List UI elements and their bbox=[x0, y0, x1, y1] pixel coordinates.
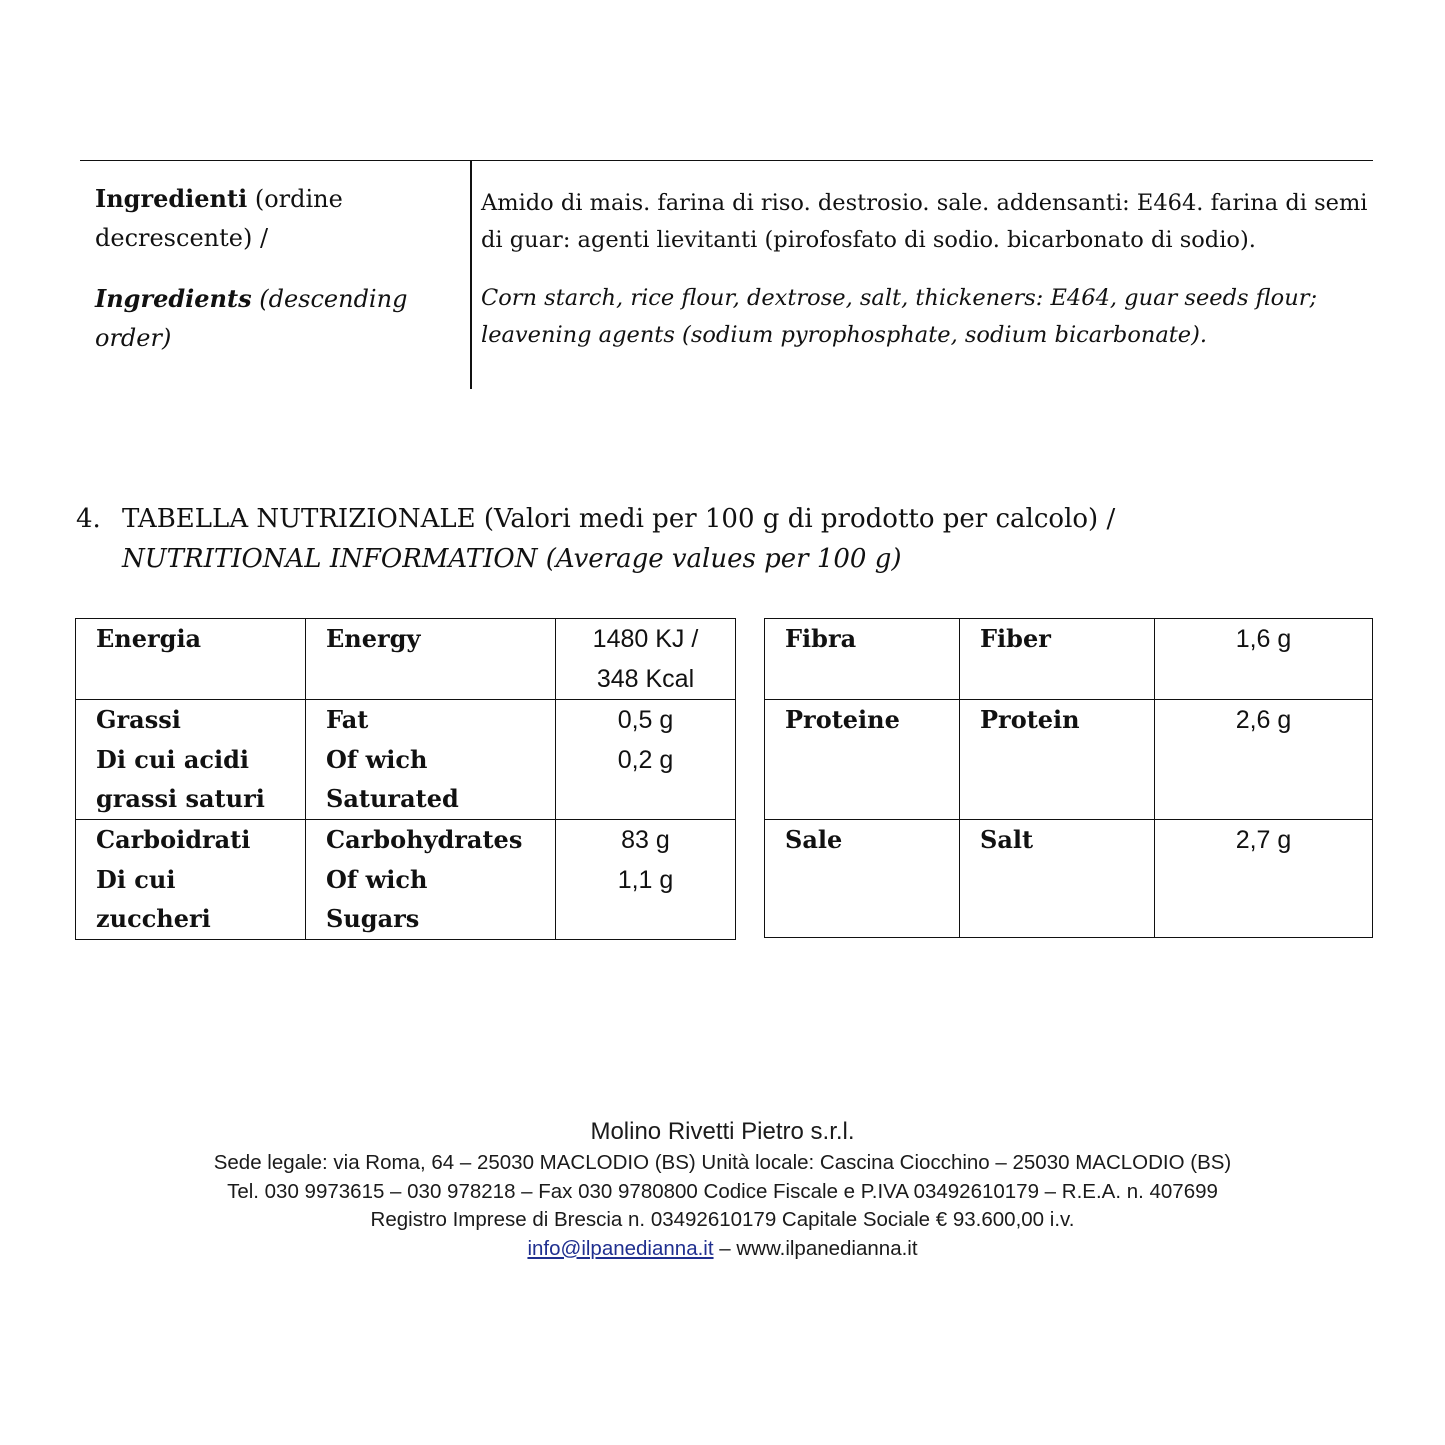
company-footer bbox=[0, 1116, 1445, 1263]
company-name: Molino Rivetti Pietro s.r.l. bbox=[590, 1118, 855, 1145]
footer-links bbox=[0, 1235, 1445, 1264]
table-row bbox=[765, 700, 1373, 820]
footer-registry: Registro Imprese di Brescia n. 03492610179 Capitale Sociale € 93.600,00 i.v. bbox=[370, 1208, 1075, 1231]
nutrient-value: 2,7 g bbox=[1155, 820, 1373, 938]
nutrient-value: 83 g 1,1 g bbox=[556, 820, 736, 940]
ingredients-table bbox=[80, 160, 1373, 389]
nutrient-value: 0,5 g 0,2 g bbox=[556, 700, 736, 820]
nutrition-table-right bbox=[764, 618, 1373, 938]
nutrient-name-it: Carboidrati Di cui zuccheri bbox=[76, 820, 306, 940]
nutrient-name-en: Fiber bbox=[960, 619, 1155, 700]
nutrition-table-left bbox=[75, 618, 736, 940]
nutrient-name-it: Energia bbox=[76, 619, 306, 700]
nutrient-value: 1480 KJ / 348 Kcal bbox=[556, 619, 736, 700]
table-row bbox=[76, 619, 736, 700]
email-link[interactable]: info@ilpanedianna.it bbox=[527, 1236, 714, 1260]
nutrient-name-it: Grassi Di cui acidi grassi saturi bbox=[76, 700, 306, 820]
ingredients-text-en: Corn starch, rice flour, dextrose, salt, thickeners: E464, guar seeds flour; leavening agents (sodium pyrophosphate, sodium bicarbonate). bbox=[481, 285, 1318, 348]
table-row bbox=[765, 619, 1373, 700]
nutrient-name-en: Protein bbox=[960, 700, 1155, 820]
ingredients-label-en: Ingredients (descending order) bbox=[95, 284, 408, 352]
footer-contacts: Tel. 030 9973615 – 030 978218 – Fax 030 9780800 Codice Fiscale e P.IVA 03492610179 – R.E.A. n. 407699 bbox=[227, 1179, 1218, 1203]
table-row bbox=[76, 700, 736, 820]
nutrient-name-en: Energy bbox=[306, 619, 556, 700]
nutrient-name-en: Fat Of wich Saturated bbox=[306, 700, 556, 820]
link-separator: – bbox=[713, 1236, 737, 1260]
column-divider bbox=[470, 161, 472, 389]
section-number: 4. bbox=[76, 504, 101, 534]
nutrient-value: 1,6 g bbox=[1155, 619, 1373, 700]
ingredients-text-it: Amido di mais. farina di riso. destrosio. sale. addensanti: E464. farina di semi di guar: agenti lievitanti (pirofosfato di sodio. bicarbonato di sodio). bbox=[481, 190, 1368, 253]
ingredients-label-it: Ingredienti (ordine decrescente) / bbox=[95, 184, 343, 252]
nutrient-value: 2,6 g bbox=[1155, 700, 1373, 820]
nutrient-name-en: Carbohydrates Of wich Sugars bbox=[306, 820, 556, 940]
section-title-en: NUTRITIONAL INFORMATION (Average values per 100 g) bbox=[122, 544, 902, 574]
nutrient-name-it: Sale bbox=[765, 820, 960, 938]
table-row bbox=[76, 820, 736, 940]
nutrient-name-en: Salt bbox=[960, 820, 1155, 938]
section-title-it: TABELLA NUTRIZIONALE (Valori medi per 100 g di prodotto per calcolo) / bbox=[122, 504, 1116, 534]
website-link[interactable]: www.ilpanedianna.it bbox=[736, 1236, 918, 1260]
table-row bbox=[765, 820, 1373, 938]
nutrient-name-it: Proteine bbox=[765, 700, 960, 820]
footer-address: Sede legale: via Roma, 64 – 25030 MACLODIO (BS) Unità locale: Cascina Ciocchino – 25030 MACLODIO (BS) bbox=[213, 1151, 1232, 1174]
nutrient-name-it: Fibra bbox=[765, 619, 960, 700]
